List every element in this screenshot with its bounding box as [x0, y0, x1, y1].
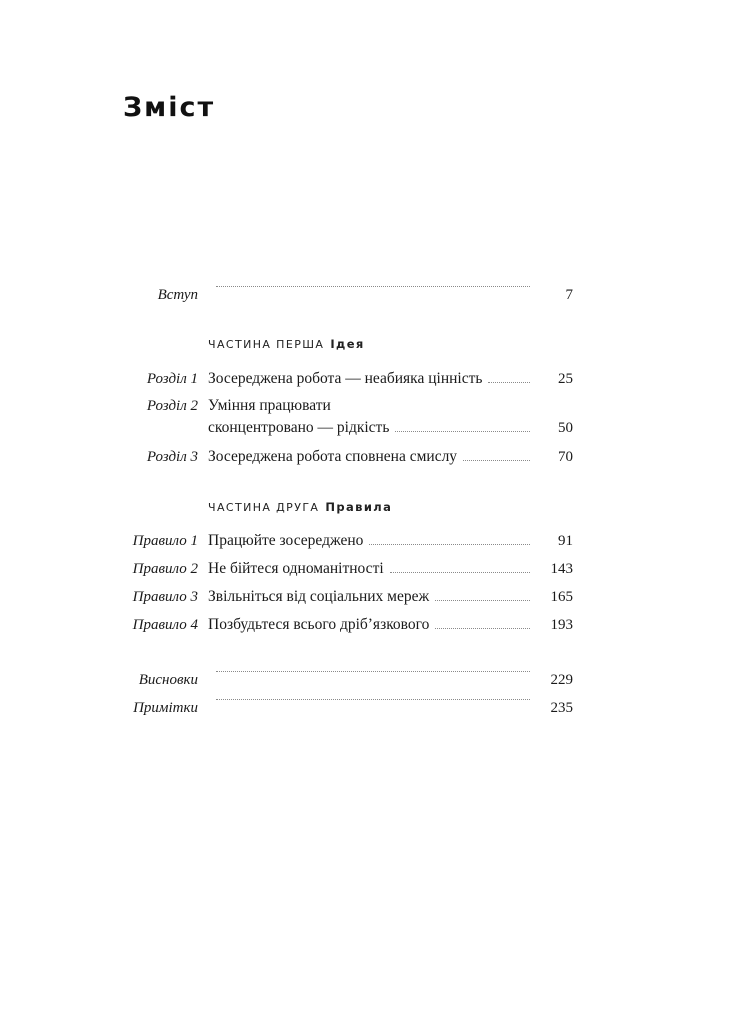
entry-title-row: [208, 418, 532, 438]
entry-label: Примітки: [133, 700, 198, 716]
entry-label: Висновки: [138, 672, 198, 688]
dot-leader: [390, 571, 530, 573]
dot-leader: [435, 599, 530, 601]
page-number: 193: [550, 617, 573, 633]
entry-leader: [210, 285, 532, 293]
dot-leader: [395, 430, 530, 432]
entry-title-row: [208, 447, 532, 467]
dot-leader: [435, 627, 530, 629]
toc-entry-notes[interactable]: [0, 698, 736, 722]
entry-title-row: [208, 369, 532, 389]
toc-entry-chapter-2-continued[interactable]: [0, 418, 736, 442]
dot-leader: [216, 670, 530, 672]
entry-title-line-1: Уміння працювати: [208, 397, 331, 414]
part-name: Ідея: [330, 337, 365, 351]
page-number: 229: [550, 672, 573, 688]
page-number: 143: [550, 561, 573, 577]
entry-label: Правило 1: [132, 533, 198, 549]
entry-label: Правило 3: [132, 589, 198, 605]
toc-entry-chapter-2[interactable]: [0, 396, 736, 420]
entry-title-line-2: сконцентровано — рідкість: [208, 419, 390, 436]
entry-title-row: [208, 587, 532, 607]
dot-leader: [488, 381, 530, 383]
dot-leader: [216, 285, 530, 287]
toc-entry-chapter-1[interactable]: [0, 369, 736, 393]
page-number: 70: [558, 449, 573, 465]
part-prefix: ЧАСТИНА ПЕРША: [208, 338, 325, 351]
dot-leader: [369, 543, 530, 545]
page-number: 165: [550, 589, 573, 605]
entry-title: Позбудьтеся всього дріб’язкового: [208, 616, 430, 633]
page-number: 235: [550, 700, 573, 716]
entry-title: Зосереджена робота сповнена смислу: [208, 448, 458, 465]
part-heading-1: [208, 337, 365, 351]
entry-title-row: [208, 531, 532, 551]
toc-entry-chapter-3[interactable]: [0, 447, 736, 471]
toc-entry-rule-3[interactable]: [0, 587, 736, 611]
toc-entry-conclusion[interactable]: [0, 670, 736, 694]
toc-entry-rule-4[interactable]: [0, 615, 736, 639]
page-title: Зміст: [123, 92, 216, 123]
entry-title-row: [208, 559, 532, 579]
entry-label: Вступ: [157, 287, 198, 303]
entry-title: Працюйте зосереджено: [208, 532, 364, 549]
dot-leader: [216, 698, 530, 700]
dot-leader: [463, 459, 530, 461]
toc-entry-intro[interactable]: [0, 285, 736, 309]
entry-title-row: [208, 396, 532, 416]
entry-label: Правило 4: [132, 617, 198, 633]
entry-label: Розділ 3: [146, 449, 198, 465]
entry-leader: [210, 670, 532, 678]
toc-entry-rule-1[interactable]: [0, 531, 736, 555]
page-number: 50: [558, 420, 573, 436]
page-number: 25: [558, 371, 573, 387]
entry-label: Розділ 1: [146, 371, 198, 387]
part-heading-2: [208, 500, 392, 514]
page-number: 91: [558, 533, 573, 549]
entry-label: Правило 2: [132, 561, 198, 577]
entry-label: Розділ 2: [146, 398, 198, 414]
part-name: Правила: [325, 500, 393, 514]
page-number: 7: [565, 287, 573, 303]
entry-title: Не бійтеся одноманітності: [208, 560, 384, 577]
entry-title: Зосереджена робота — неабияка цінність: [208, 370, 483, 387]
entry-title: Звільніться від соціальних мереж: [208, 588, 430, 605]
entry-leader: [210, 698, 532, 706]
part-prefix: ЧАСТИНА ДРУГА: [208, 501, 320, 514]
toc-entry-rule-2[interactable]: [0, 559, 736, 583]
entry-title-row: [208, 615, 532, 635]
